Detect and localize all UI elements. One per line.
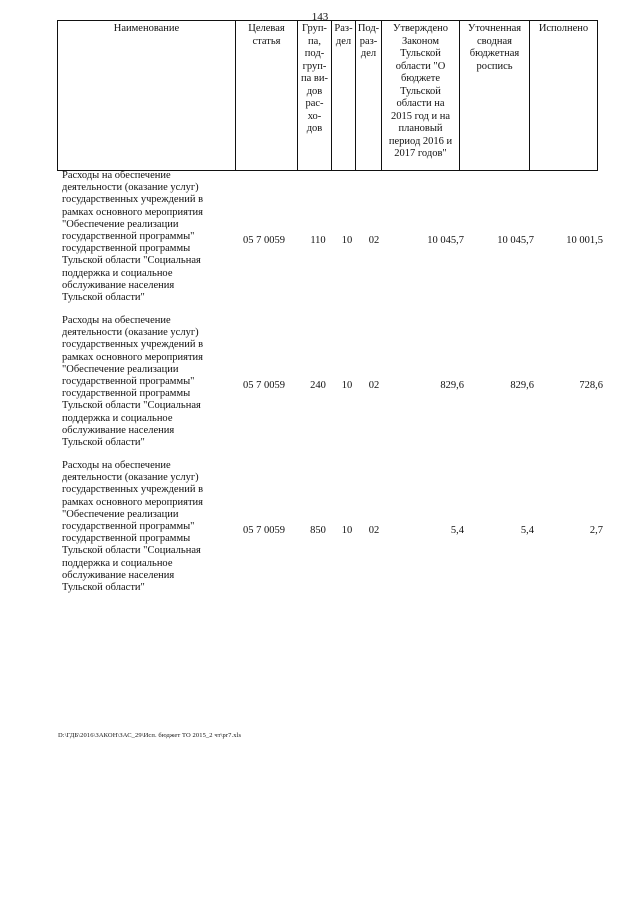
page-number: 143 (311, 11, 329, 23)
row-name: Расходы на обеспечение деятельности (оказание услуг) государственных учреждений в рамках основного мероприятия "Обеспечение реализации государственной программы" государственной программы Тульской области "Социальная поддержка и социальное обслуживание населения Тульской области" (62, 315, 204, 449)
row-code: 05 7 0059 (243, 380, 285, 391)
row-name: Расходы на обеспечение деятельности (оказание услуг) государственных учреждений в рамках основного мероприятия "Обеспечение реализации государственной программы" государственной программы Тульской области "Социальная поддержка и социальное обслуживание населения Тульской области" (62, 460, 204, 594)
header-executed: Исполнено (530, 21, 598, 171)
row-code: 05 7 0059 (243, 235, 285, 246)
header-group-text: Груп- па, под- груп- па ви- дов рас- хо- дов (301, 23, 328, 134)
header-target-article (236, 21, 298, 171)
header-section-text: Раз- дел (334, 23, 353, 47)
header-section (332, 21, 356, 171)
header-refined (460, 21, 530, 171)
header-target-article-text: Целевая статья (248, 23, 285, 47)
header-subsection (356, 21, 382, 171)
header-approved (382, 21, 460, 171)
row-subsection: 02 (368, 380, 380, 391)
row-section: 10 (341, 380, 353, 391)
row-refined: 5,4 (520, 525, 534, 536)
row-approved: 5,4 (450, 525, 464, 536)
row-group: 850 (310, 525, 326, 536)
header-refined-text: Уточненная сводная бюджетная роспись (467, 23, 522, 72)
row-name: Расходы на обеспечение деятельности (оказание услуг) государственных учреждений в рамках основного мероприятия "Обеспечение реализации государственной программы" государственной программы Тульской области "Социальная поддержка и социальное обслуживание населения Тульской области" (62, 170, 204, 304)
header-subsection-text: Под- раз- дел (357, 23, 380, 59)
header-approved-text: Утверждено Законом Тульской области "О бюджете Тульской области на 2015 год и на плановый период 2016 и 2017 годов" (388, 23, 453, 159)
row-subsection: 02 (368, 235, 380, 246)
row-section: 10 (341, 235, 353, 246)
row-subsection: 02 (368, 525, 380, 536)
row-executed: 10 001,5 (566, 235, 603, 246)
row-approved: 829,6 (440, 380, 464, 391)
row-section: 10 (341, 525, 353, 536)
header-name: Наименование (58, 21, 236, 171)
row-refined: 10 045,7 (497, 235, 534, 246)
row-refined: 829,6 (510, 380, 534, 391)
header-group (298, 21, 332, 171)
row-executed: 728,6 (579, 380, 603, 391)
row-code: 05 7 0059 (243, 525, 285, 536)
footer-file-path: D:\ГДБ\2016\ЗАКОН\ЗАС_29\Исп. бюджет ТО 2015_2 чт\pr7.xls (58, 732, 242, 739)
table-header (57, 20, 598, 171)
row-executed: 2,7 (589, 525, 603, 536)
row-group: 240 (310, 380, 326, 391)
row-group: 110 (310, 235, 326, 246)
row-approved: 10 045,7 (427, 235, 464, 246)
